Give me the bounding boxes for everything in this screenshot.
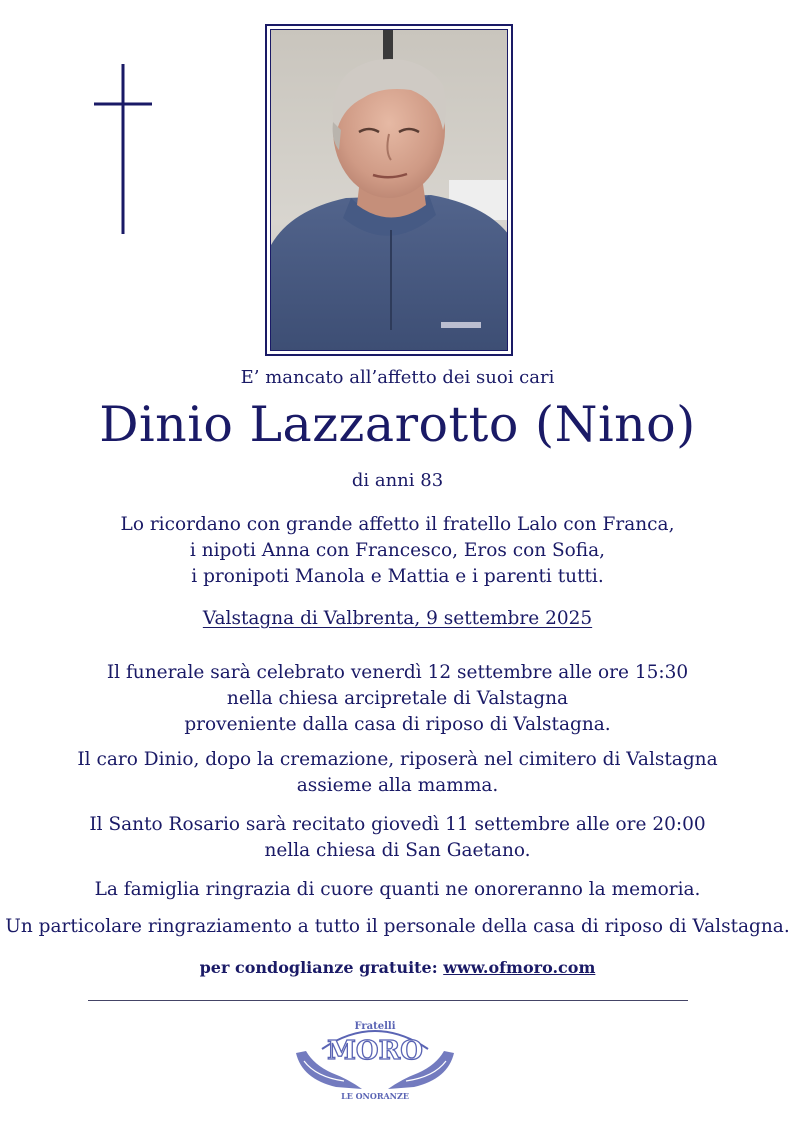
rosary-line: Il Santo Rosario sarà recitato giovedì 11 settembre alle ore 20:00 [89,814,706,835]
mourners-line: Lo ricordano con grande affetto il fratello Lalo con Franca, [120,514,675,535]
family-thanks: La famiglia ringrazia di cuore quanti ne onoreranno la memoria. [94,879,701,900]
burial-paragraph [0,747,795,799]
place-date-text: Valstagna di Valbrenta, 9 settembre 2025 [202,608,593,629]
rosary-paragraph [0,812,795,864]
funeral-line: proveniente dalla casa di riposo di Valstagna. [184,714,611,735]
divider [88,1000,688,1001]
burial-line: Il caro Dinio, dopo la cremazione, riposerà nel cimitero di Valstagna [77,749,718,770]
mourners-line: i nipoti Anna con Francesco, Eros con Sofia, [189,540,606,561]
logo-top-word: Fratelli [354,1021,396,1032]
burial-line: assieme alla mamma. [296,775,499,796]
intro-text: E’ mancato all’affetto dei suoi cari [240,367,555,388]
moro-logo [292,1015,458,1105]
funeral-line: nella chiesa arcipretale di Valstagna [226,688,569,709]
condolences-link[interactable]: www.ofmoro.com [443,958,596,977]
place-date [0,608,795,629]
funeral-line: Il funerale sarà celebrato venerdì 12 settembre alle ore 15:30 [106,662,689,683]
cross-icon [94,64,152,234]
condolences-line [0,958,795,977]
funeral-paragraph [0,660,795,738]
logo-sub-word: LE ONORANZE [341,1091,409,1101]
mourners-line: i pronipoti Manola e Mattia e i parenti tutti. [191,566,604,587]
portrait-photo [270,29,508,351]
deceased-name: Dinio Lazzarotto (Nino) [99,396,696,453]
logo-main-word: MORO [327,1036,423,1066]
condolences-label: per condoglianze gratuite: [199,958,444,977]
portrait-frame [265,24,513,356]
age-text: di anni 83 [351,470,444,491]
rosary-line: nella chiesa di San Gaetano. [264,840,531,861]
mourners-paragraph [0,512,795,590]
special-thanks: Un particolare ringraziamento a tutto il personale della casa di riposo di Valstagna. [5,916,790,937]
